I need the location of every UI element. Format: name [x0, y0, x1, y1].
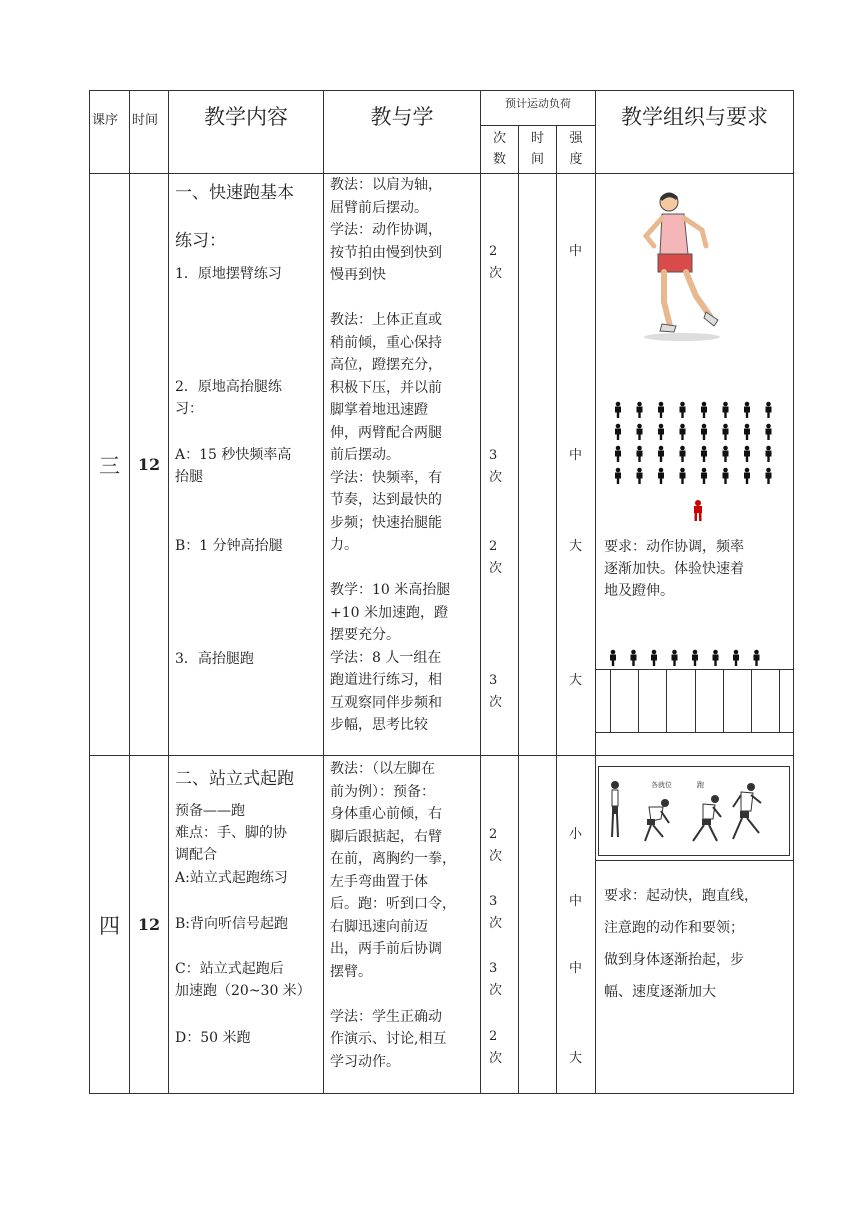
s4-load2-intensity: 中	[569, 894, 583, 909]
section4-load-count	[481, 756, 519, 1094]
s4-load1-intensity: 小	[569, 827, 583, 842]
section3-load-count	[481, 174, 519, 756]
section4-load-time	[519, 756, 557, 1094]
student-marker	[754, 650, 760, 666]
student-marker	[658, 446, 664, 462]
s4-requirement: 要求：起动快，跑直线， 注意跑的动作和要领； 做到身体逐渐抬起，步 幅、速度逐渐加大	[604, 888, 759, 1000]
student-marker	[701, 446, 707, 462]
s4-load4-count: 2 次	[489, 1029, 503, 1066]
student-marker	[766, 402, 772, 418]
student-marker	[744, 468, 750, 484]
sec4-teach-line: 作演示、讨论,相互	[330, 1031, 447, 1047]
s3-load2-count: 3 次	[489, 448, 503, 485]
student-marker	[723, 424, 729, 440]
student-marker	[637, 468, 643, 484]
sec3-teach-line: 教法：上体正直或	[330, 312, 442, 328]
sec4-teach-line: 身体重心前倾，右	[330, 806, 442, 822]
s3-title1: 一、快速跑基本	[175, 183, 294, 203]
teacher-marker	[692, 500, 704, 522]
header-seq: 课序	[90, 91, 130, 174]
student-marker	[766, 468, 772, 484]
section3-content	[169, 174, 324, 756]
sec3-teach-line: 积极下压，并以前	[330, 379, 442, 396]
student-marker	[637, 424, 643, 440]
fig-label-run: 跑	[697, 781, 705, 789]
sec4-teach-line: 教法：（以左脚在	[330, 761, 435, 777]
section3-load-time	[519, 174, 557, 756]
s3-b1: B：1 分钟高抬腿	[175, 538, 283, 554]
student-marker	[723, 446, 729, 462]
fig-label-ready: 各就位	[651, 781, 673, 789]
student-marker	[701, 402, 707, 418]
sec3-teach-line: 摆要充分。	[330, 627, 400, 643]
student-lineup	[606, 648, 786, 670]
sec4-teach-line: 摆臂。	[330, 963, 372, 980]
sec4-teach-line: 后。跑：听到口令，	[330, 896, 456, 912]
sec4-teach-line: 出，两手前后协调	[330, 941, 442, 957]
student-marker	[723, 468, 729, 484]
s4-load4-intensity: 大	[569, 1051, 583, 1066]
student-marker	[766, 446, 772, 462]
section3-org	[596, 174, 794, 756]
student-marker	[615, 468, 621, 484]
sec3-teach-line: 步频；快速抬腿能	[330, 514, 442, 531]
header-org: 教学组织与要求	[596, 91, 794, 174]
s4-b: B:背向听信号起跑	[175, 916, 289, 932]
sec3-teach-line: 高位，蹬摆充分，	[330, 357, 442, 373]
s3-load2-intensity: 中	[569, 448, 583, 463]
sec3-teach-line	[330, 557, 450, 580]
sec4-teach-line: 左手弯曲置于体	[330, 873, 428, 890]
lesson-plan-table	[89, 90, 794, 1094]
s3-item1: 1．原地摆臂练习	[175, 266, 282, 282]
sec3-teach-line: 脚掌着地迅速蹬	[330, 402, 428, 418]
sec3-teach-line: 前后摆动。	[330, 447, 400, 463]
sec3-teach-line: 按节拍由慢到快到	[330, 244, 442, 261]
student-marker	[672, 650, 678, 666]
student-marker	[744, 402, 750, 418]
student-marker	[692, 650, 698, 666]
s3-load1-intensity: 中	[569, 244, 583, 259]
s3-a1: A：15 秒快频率高	[175, 447, 292, 463]
sec4-teach-line: 学习动作。	[330, 1053, 400, 1070]
s4-load2-count: 3 次	[489, 894, 503, 931]
student-marker	[733, 650, 739, 666]
s4-d: D：50 米跑	[175, 1030, 251, 1046]
sec3-teach-line: 屈臂前后摆动。	[330, 199, 428, 216]
header-load-time: 时间	[519, 126, 557, 174]
s3-load3-intensity: 大	[569, 539, 583, 554]
sec3-teach-line: 跑道进行练习，相	[330, 672, 442, 688]
s3-item2b: 习：	[175, 401, 203, 417]
sec4-teach-line: 在前，离胸约一拳，	[330, 851, 456, 867]
student-marker	[680, 424, 686, 440]
section4-teach	[324, 756, 481, 1094]
student-marker	[615, 402, 621, 418]
student-marker	[631, 650, 637, 666]
s3-load3-count: 2 次	[489, 539, 503, 576]
sec4-teach-line: 脚后跟掂起，右臂	[330, 828, 442, 845]
student-marker	[637, 446, 643, 462]
student-marker	[680, 402, 686, 418]
sec3-teach-line: 稍前倾，重心保持	[330, 334, 442, 351]
s3-title2: 练习：	[175, 231, 226, 251]
sec3-teach-line: 学法：动作协调，	[330, 222, 442, 238]
student-marker	[701, 424, 707, 440]
s4-c2: 加速跑（20~30 米）	[175, 983, 311, 999]
sec4-teach-line	[330, 983, 456, 1006]
s3-load4-count: 3 次	[489, 673, 503, 710]
sec3-teach-line: 互观察同伴步频和	[330, 694, 442, 711]
s3-load1-count: 2 次	[489, 244, 503, 281]
header-load-count: 次数	[481, 126, 519, 174]
sec4-teach-line: 右脚迅速向前迈	[330, 918, 428, 935]
student-marker	[658, 402, 664, 418]
student-marker	[766, 424, 772, 440]
sec3-teach-line: 力。	[330, 537, 358, 553]
student-marker	[744, 424, 750, 440]
s4-l1: 预备——跑	[175, 803, 245, 819]
s3-load4-intensity: 大	[569, 673, 583, 688]
sec3-teach-line: 教学：10 米高抬腿	[330, 582, 451, 598]
student-marker	[651, 650, 657, 666]
student-marker	[610, 650, 616, 666]
student-marker	[713, 650, 719, 666]
student-marker	[744, 446, 750, 462]
section3-load-intensity	[557, 174, 596, 756]
section4-org	[596, 756, 794, 1094]
student-marker	[658, 424, 664, 440]
s3-requirement: 要求：动作协调，频率 逐渐加快。体验快速着 地及蹬伸。	[604, 539, 745, 599]
student-marker	[615, 424, 621, 440]
header-load-intensity: 强度	[557, 126, 596, 174]
header-content: 教学内容	[169, 91, 324, 174]
s3-item2a: 2．原地高抬腿练	[175, 379, 282, 395]
sec4-teach-line: 前为例）：预备：	[330, 783, 435, 800]
sprint-start-illustration	[598, 766, 790, 856]
sec3-teach-line: 步幅，思考比较	[330, 717, 428, 733]
s4-c1: C：站立式起跑后	[175, 961, 284, 977]
lane-grid	[596, 669, 794, 733]
header-time: 时间	[130, 91, 169, 174]
student-marker	[680, 446, 686, 462]
runner-figure	[624, 184, 724, 344]
section4-load-intensity	[557, 756, 596, 1094]
s4-load3-count: 3 次	[489, 961, 503, 998]
student-marker	[723, 402, 729, 418]
sec3-teach-line: 教法：以肩为轴，	[330, 177, 442, 193]
sec3-teach-line: 伸，两臂配合两腿	[330, 424, 442, 441]
s4-l3: 调配合	[175, 847, 217, 863]
student-marker	[615, 446, 621, 462]
sec3-teach-line: 学法：8 人一组在	[330, 649, 442, 666]
s4-title: 二、站立式起跑	[175, 769, 294, 789]
student-marker	[701, 468, 707, 484]
s4-load3-intensity: 中	[569, 961, 583, 976]
s3-a2: 抬腿	[175, 469, 203, 485]
s4-l2: 难点：手、脚的协	[175, 825, 287, 841]
student-marker	[658, 468, 664, 484]
s4-load1-count: 2 次	[489, 827, 503, 864]
sec3-teach-line: 慢再到快	[330, 267, 386, 283]
section3-seq: 三	[90, 174, 130, 756]
student-marker	[637, 402, 643, 418]
section3-teach	[324, 174, 481, 756]
sec3-teach-line	[330, 287, 450, 310]
section4-seq: 四	[90, 756, 130, 1094]
student-formation	[611, 400, 781, 494]
sec4-teach-line: 学法：学生正确动	[330, 1008, 442, 1025]
sec3-teach-line: 节奏，达到最快的	[330, 492, 442, 508]
header-teach: 教与学	[324, 91, 481, 174]
header-load: 预计运动负荷	[481, 91, 596, 126]
section3-time: 12	[130, 174, 169, 756]
section4-time: 12	[130, 756, 169, 1094]
sec3-teach-line: 学法：快频率，有	[330, 469, 442, 486]
section4-content	[169, 756, 324, 1094]
student-marker	[680, 468, 686, 484]
sec3-teach-line: +10 米加速跑，蹬	[330, 604, 448, 621]
s4-a: A:站立式起跑练习	[175, 870, 288, 886]
s3-item3: 3．高抬腿跑	[175, 651, 254, 667]
